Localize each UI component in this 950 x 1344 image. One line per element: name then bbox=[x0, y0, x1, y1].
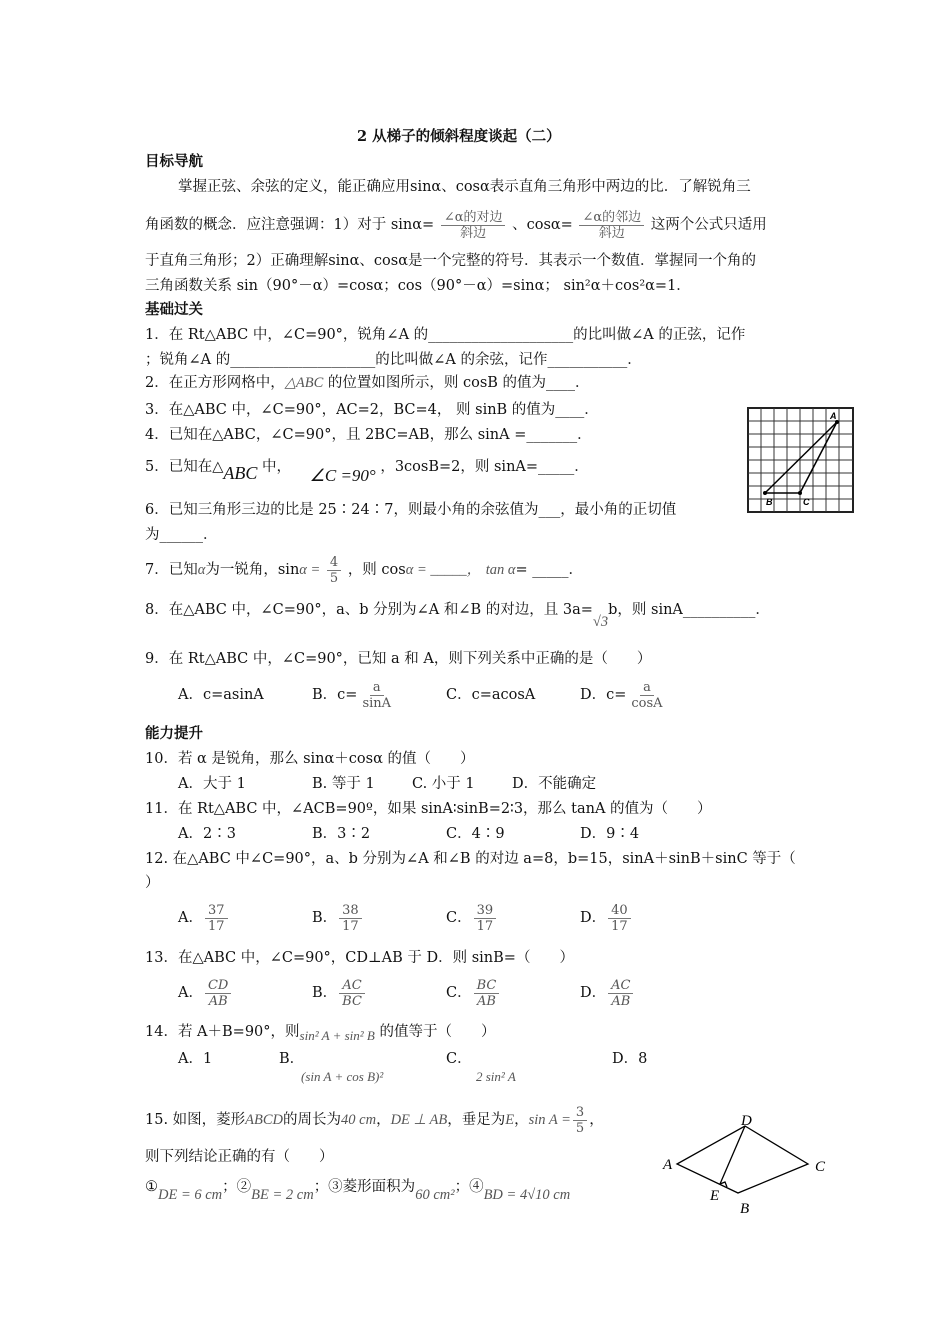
q12-option-c: C． $\frac{39}{17}$ bbox=[446, 899, 498, 937]
question-1a: 1．在 Rt△ABC 中，∠C=90°，锐角∠A 的____________________的比叫做∠A 的正弦，记作 bbox=[145, 327, 746, 343]
sin-definition-fraction: $\frac{\text{∠α的对边}}{\text{斜边}}$ bbox=[441, 210, 506, 241]
question-3: 3．在△ABC 中，∠C=90°，AC=2，BC=4， 则 sinB 的值为____． bbox=[145, 402, 599, 418]
rhombus-label-a: A bbox=[663, 1157, 673, 1173]
question-7: 7．已知α为一锐角，sinα = $\frac{4}{5}$ ，则 cosα = _____， tan α= _____． bbox=[145, 554, 584, 586]
q11-option-a: A．2∶3 bbox=[178, 826, 236, 842]
q13-option-a: A． $\frac{CD}{AB}$ bbox=[178, 974, 233, 1012]
question-11: 11．在 Rt△ABC 中，∠ACB=90º，如果 sinA∶sinB=2∶3，那么 tanA 的值为（ ） bbox=[145, 801, 712, 817]
q14-option-a: A．1 bbox=[178, 1051, 213, 1067]
question-2: 2．在正方形网格中，△ABC 的位置如图所示，则 cosB 的值为____． bbox=[145, 375, 590, 391]
q14-option-c: C． 2 sin² A bbox=[446, 1051, 516, 1084]
q14-option-d: D．8 bbox=[612, 1051, 648, 1067]
rhombus-label-d: D bbox=[741, 1113, 752, 1129]
q12-option-b: B． $\frac{38}{17}$ bbox=[312, 899, 364, 937]
question-12a: 12. 在△ABC 中∠C=90°，a、b 分别为∠A 和∠B 的对边 a=8，b=15，sinA＋sinB＋sinC 等于（ bbox=[145, 851, 796, 867]
question-15-choices: ①DE = 6 cm；②BE = 2 cm；③菱形面积为60 cm²；④BD = 4√10 cm bbox=[145, 1179, 571, 1203]
q9-option-c: C．c=acosA bbox=[446, 687, 536, 703]
q10-option-a: A．大于 1 bbox=[178, 776, 246, 792]
question-5: 5．已知在△ABC 中， ∠C =90° ，3cosB=2，则 sinA=_____． bbox=[145, 459, 589, 485]
q9-option-b: B．c= $\frac{a}{\sin A}$ bbox=[312, 679, 392, 711]
question-8: 8．在△ABC 中，∠C=90°，a、b 分别为∠A 和∠B 的对边，且 3a=√3b，则 sinA__________． bbox=[145, 602, 770, 630]
grid-label-a: A bbox=[830, 411, 837, 421]
question-15: 15. 如图，菱形ABCD的周长为40 cm，DE ⊥ AB，垂足为E，sin A = $\frac{3}{5}$ ， bbox=[145, 1104, 604, 1136]
q11-option-d: D．9∶4 bbox=[580, 826, 640, 842]
q14-option-b: B． (sin A + cos B)² bbox=[279, 1051, 384, 1084]
rhombus-label-c: C bbox=[815, 1159, 826, 1175]
q13-option-d: D． $\frac{AC}{AB}$ bbox=[580, 974, 635, 1012]
sin-alpha-fraction: $\frac{4}{5}$ bbox=[327, 555, 341, 586]
q9-option-a: A．c=asinA bbox=[178, 687, 264, 703]
q12-option-a: A． $\frac{37}{17}$ bbox=[178, 899, 230, 937]
question-6a: 6．已知三角形三边的比是 25∶24∶7，则最小角的余弦值为___，最小角的正切值 bbox=[145, 502, 677, 518]
question-12b: ） bbox=[145, 875, 160, 891]
rhombus-label-e: E bbox=[710, 1188, 720, 1204]
q10-option-b: B. 等于 1 bbox=[312, 776, 375, 792]
goal-line-1: 掌握正弦、余弦的定义，能正确应用sinα、cosα表示直角三角形中两边的比．了解锐角三 bbox=[178, 179, 751, 195]
q12-option-d: D． $\frac{40}{17}$ bbox=[580, 899, 633, 937]
goal-line-2: 角函数的概念．应注意强调：1）对于 sinα= $\frac{\text{∠α的对边}}{\text{斜边}}$ 、cosα= $\frac{\text{∠α的邻边}}{\text{斜边}}$ 这两个公式只适用 bbox=[145, 209, 767, 241]
section-advanced: 能力提升 bbox=[145, 725, 203, 742]
question-15b: 则下列结论正确的有（ ） bbox=[145, 1149, 334, 1165]
section-goal: 目标导航 bbox=[145, 153, 203, 170]
question-4: 4．已知在△ABC，∠C=90°，且 2BC=AB，那么 sinA =_______． bbox=[145, 427, 592, 443]
grid-triangle-figure bbox=[745, 405, 857, 515]
question-13: 13．在△ABC 中，∠C=90°，CD⊥AB 于 D．则 sinB=（ ） bbox=[145, 950, 574, 966]
section-basic: 基础过关 bbox=[145, 301, 203, 318]
question-6b: 为______． bbox=[145, 527, 218, 543]
question-14: 14．若 A＋B=90°，则sin² A + sin² B 的值等于（ ） bbox=[145, 1024, 496, 1043]
q10-option-d: D．不能确定 bbox=[512, 776, 597, 792]
goal-line-3: 于直角三角形；2）正确理解sinα、cosα是一个完整的符号．其表示一个数值．掌握同一个角的 bbox=[145, 253, 757, 269]
q13-option-b: B． $\frac{AC}{BC}$ bbox=[312, 974, 367, 1012]
page-title: 2 从梯子的倾斜程度谈起（二） bbox=[357, 128, 561, 145]
question-1b: ；锐角∠A 的____________________的比叫做∠A 的余弦，记作___________． bbox=[145, 352, 642, 368]
question-10: 10．若 α 是锐角，那么 sinα＋cosα 的值（ ） bbox=[145, 751, 475, 767]
grid-label-c: C bbox=[803, 497, 810, 507]
q13-option-c: C． $\frac{BC}{AB}$ bbox=[446, 974, 501, 1012]
goal-line-4: 三角函数关系 sin（90°－α）=cosα；cos（90°－α）=sinα； sin²α＋cos²α=1． bbox=[145, 278, 691, 294]
question-9: 9．在 Rt△ABC 中，∠C=90°，已知 a 和 A，则下列关系中正确的是（ ） bbox=[145, 651, 652, 667]
rhombus-figure bbox=[655, 1112, 835, 1217]
q10-option-c: C. 小于 1 bbox=[412, 776, 475, 792]
q11-option-c: C．4∶9 bbox=[446, 826, 505, 842]
q9-option-d: D．c= $\frac{a}{\cos A}$ bbox=[580, 679, 663, 711]
cos-definition-fraction: $\frac{\text{∠α的邻边}}{\text{斜边}}$ bbox=[579, 210, 644, 241]
q11-option-b: B．3∶2 bbox=[312, 826, 371, 842]
rhombus-label-b: B bbox=[740, 1201, 750, 1217]
grid-label-b: B bbox=[766, 497, 773, 507]
